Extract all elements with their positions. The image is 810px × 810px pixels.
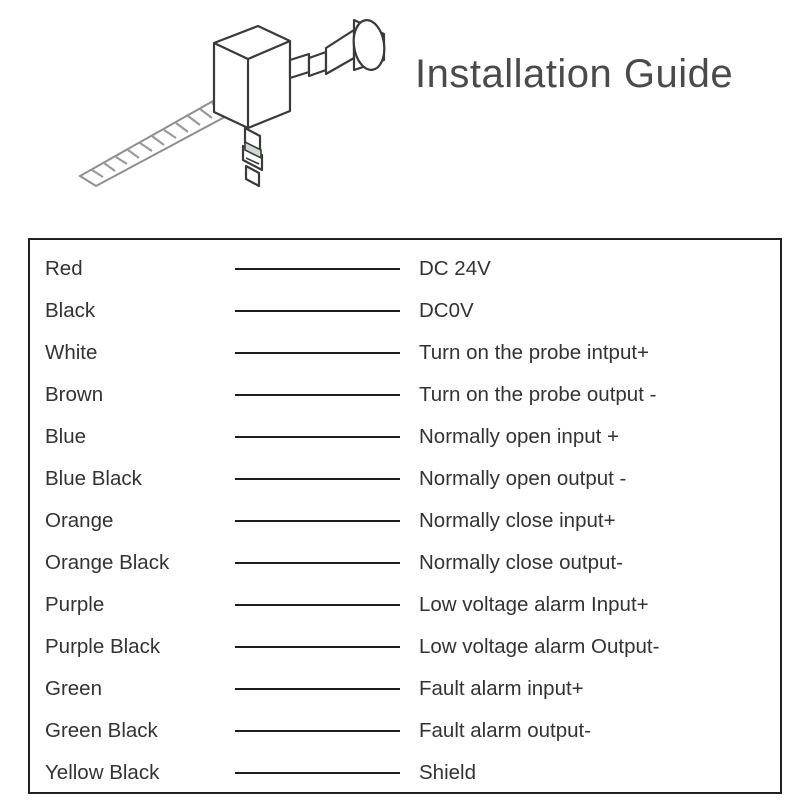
table-row: [30, 458, 780, 500]
wiring-table: [28, 238, 782, 794]
wire-color-label: Green Black: [45, 719, 158, 742]
wire-function-label: Shield: [419, 761, 476, 784]
connector-line: [220, 730, 415, 732]
connector-line: [220, 268, 415, 270]
wire-color-label: Brown: [45, 383, 104, 406]
connector-line: [220, 772, 415, 774]
wire-color-label: Blue: [45, 425, 87, 448]
table-row: [30, 710, 780, 752]
wire-color-label: Yellow Black: [45, 761, 160, 784]
connector-line: [220, 604, 415, 606]
wire-function-label: Turn on the probe intput+: [419, 341, 650, 364]
connector-line: [220, 436, 415, 438]
table-row: [30, 752, 780, 794]
wire-function-label: Fault alarm output-: [419, 719, 592, 742]
wire-function-label: DC 24V: [419, 257, 491, 280]
connector-line: [220, 394, 415, 396]
wire-color-label: Green: [45, 677, 102, 700]
radar-sensor-beam-illustration: [62, 8, 392, 203]
table-row: [30, 542, 780, 584]
connector-line: [220, 520, 415, 522]
page-title: Installation Guide: [415, 52, 734, 96]
table-row: [30, 626, 780, 668]
table-row: [30, 668, 780, 710]
wire-color-label: Purple: [45, 593, 105, 616]
wire-function-label: Turn on the probe output -: [419, 383, 657, 406]
table-row: [30, 332, 780, 374]
wire-color-label: Purple Black: [45, 635, 161, 658]
wire-function-label: Normally close input+: [419, 509, 616, 532]
wire-color-label: Blue Black: [45, 467, 142, 490]
wire-function-label: Low voltage alarm Input+: [419, 593, 649, 616]
wire-function-label: Normally open input +: [419, 425, 619, 448]
wire-function-label: DC0V: [419, 299, 474, 322]
table-row: [30, 374, 780, 416]
connector-line: [220, 310, 415, 312]
wire-function-label: Fault alarm input+: [419, 677, 584, 700]
table-row: [30, 416, 780, 458]
wire-color-label: Orange Black: [45, 551, 170, 574]
table-row: [30, 248, 780, 290]
connector-line: [220, 646, 415, 648]
wire-color-label: White: [45, 341, 98, 364]
connector-line: [220, 478, 415, 480]
wire-function-label: Normally open output -: [419, 467, 627, 490]
wiring-list: [30, 248, 780, 794]
table-row: [30, 500, 780, 542]
wire-color-label: Red: [45, 257, 83, 280]
wire-color-label: Orange: [45, 509, 114, 532]
table-row: [30, 584, 780, 626]
wire-color-label: Black: [45, 299, 96, 322]
header: [0, 0, 810, 215]
wire-function-label: Normally close output-: [419, 551, 623, 574]
wire-function-label: Low voltage alarm Output-: [419, 635, 660, 658]
table-row: [30, 290, 780, 332]
connector-line: [220, 688, 415, 690]
connector-line: [220, 562, 415, 564]
connector-line: [220, 352, 415, 354]
